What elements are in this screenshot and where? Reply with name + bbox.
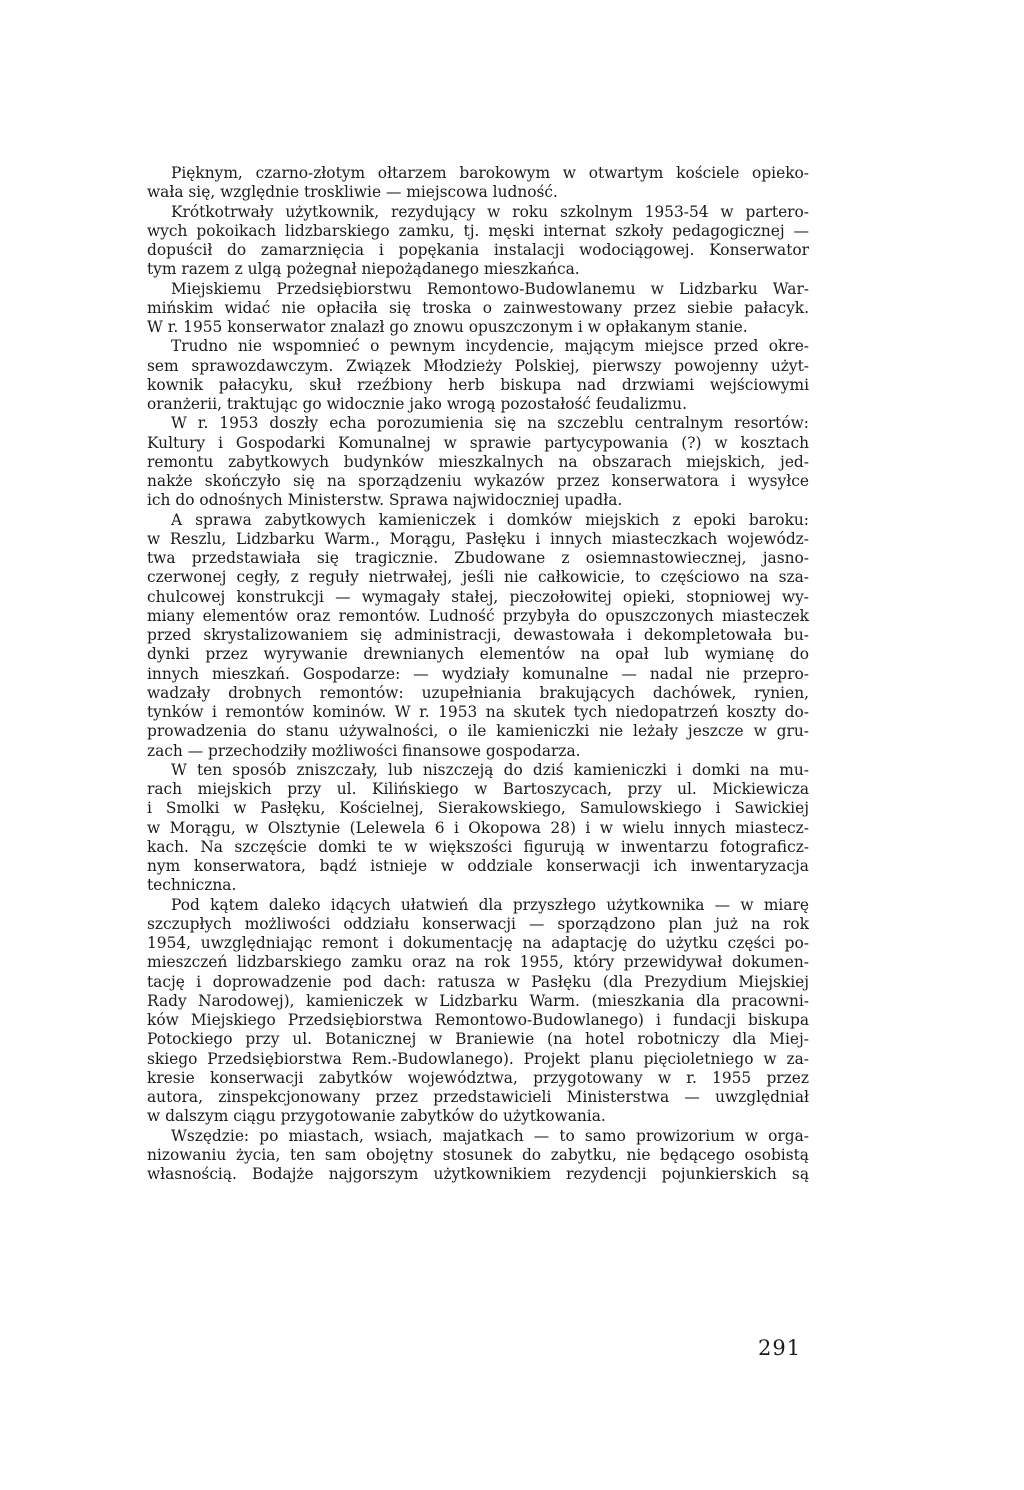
text-line: prowadzenia do stanu używalności, o ile kamieniczki nie leżały jeszcze w gru- — [147, 722, 809, 741]
text-line: ków Miejskiego Przedsiębiorstwa Remontowo-Budowlanego) i fundacji biskupa — [147, 1011, 809, 1029]
text-line: Wszędzie: po miastach, wsiach, majatkach — to samo prowizorium w orga- — [171, 1126, 809, 1145]
text-line: mieszczeń lidzbarskiego zamku oraz na rok 1955, który przewidywał dokumen- — [147, 953, 809, 972]
text-line: kownik pałacyku, skuł rzeźbiony herb biskupa nad drzwiami wejściowymi — [147, 375, 809, 394]
paragraph — [147, 164, 809, 203]
text-line: Pod kątem daleko idących ułatwień dla przyszłego użytkownika — w miarę — [171, 895, 809, 914]
paragraph — [147, 511, 809, 761]
text-line: remontu zabytkowych budynków mieszkalnych na obszarach miejskich, jed- — [147, 452, 809, 471]
text-line: rach miejskich przy ul. Kilińskiego w Bartoszycach, przy ul. Mickiewicza — [147, 780, 809, 798]
text-line: techniczna. — [147, 876, 237, 895]
text-line: sem sprawozdawczym. Związek Młodzieży Polskiej, pierwszy powojenny użyt- — [147, 356, 809, 375]
text-line: W r. 1955 konserwator znalazł go znowu opuszczonym i w opłakanym stanie. — [147, 318, 748, 336]
paragraph — [147, 896, 809, 1127]
text-line: A sprawa zabytkowych kamieniczek i domków miejskich z epoki baroku: — [171, 510, 809, 529]
paragraph — [147, 203, 809, 280]
text-line: w Morągu, w Olsztynie (Lelewela 6 i Okopowa 28) i w wielu innych miastecz- — [147, 818, 809, 837]
text-line: dynki przez wyrywanie drewnianych elementów na opał lub wymianę do — [147, 645, 809, 664]
body-text — [147, 164, 809, 1184]
text-line: miany elementów oraz remontów. Ludność przybyła do opuszczonych miasteczek — [147, 606, 809, 625]
paragraph — [147, 337, 809, 414]
text-line: czerwonej cegły, z reguły nietrwałej, jeśli nie całkowicie, to częściowo na sza- — [147, 568, 809, 587]
text-line: Kultury i Gospodarki Komunalnej w sprawie partycypowania (?) w kosztach — [147, 433, 809, 452]
text-line: nizowaniu życia, ten sam obojętny stosunek do zabytku, nie będącego osobistą — [147, 1145, 809, 1164]
paragraph — [147, 761, 809, 896]
text-line: W ten sposób zniszczały, lub niszczeją do dziś kamieniczki i domki na mu- — [171, 760, 809, 779]
text-line: W r. 1953 doszły echa porozumienia się na szczeblu centralnym resortów: — [171, 414, 809, 433]
text-line: 1954, uwzględniając remont i dokumentację na adaptację do użytku części po- — [147, 934, 809, 952]
text-line: wadzały drobnych remontów: uzupełniania brakujących dachówek, rynien, — [147, 683, 809, 702]
text-line: tynków i remontów kominów. W r. 1953 na skutek tych niedopatrzeń koszty do- — [147, 703, 809, 721]
text-line: skiego Przedsiębiorstwa Rem.-Budowlanego). Projekt planu pięcioletniego w za- — [147, 1049, 809, 1068]
text-line: własnością. Bodajże najgorszym użytkownikiem rezydencji pojunkierskich są — [147, 1165, 809, 1183]
text-line: w dalszym ciągu przygotowanie zabytków do użytkowania. — [147, 1107, 606, 1126]
text-line: i Smolki w Pasłęku, Kościelnej, Sierakowskiego, Samulowskiego i Sawickiej — [147, 799, 809, 818]
text-line: Miejskiemu Przedsiębiorstwu Remontowo-Budowlanemu w Lidzbarku War- — [171, 279, 809, 298]
text-line: Potockiego przy ul. Botanicznej w Braniewie (na hotel robotniczy dla Miej- — [147, 1030, 809, 1049]
text-line: innych mieszkań. Gospodarze: — wydziały komunalne — nadal nie przepro- — [147, 664, 809, 683]
text-line: przed skrystalizowaniem się administracji, dewastowała i dekompletowała bu- — [147, 626, 809, 644]
text-line: szczupłych możliwości oddziału konserwacji — sporządzono plan już na rok — [147, 914, 809, 933]
text-line: dopuścił do zamarznięcia i popękania instalacji wodociągowej. Konserwator — [147, 241, 809, 259]
paragraph — [147, 414, 809, 510]
text-line: Krótkotrwały użytkownik, rezydujący w roku szkolnym 1953-54 w partero- — [171, 202, 809, 221]
text-line: nym konserwatora, bądź istnieje w oddziale konserwacji ich inwentaryzacja — [147, 857, 809, 875]
paragraph — [147, 1127, 809, 1185]
text-line: Trudno nie wspomnieć o pewnym incydencie, mającym miejsce przed okre- — [171, 337, 809, 356]
text-line: Rady Narodowej), kamieniczek w Lidzbarku Warm. (mieszkania dla pracowni- — [147, 991, 809, 1010]
text-line: mińskim widać nie opłaciła się troska o zainwestowany przez siebie pałacyk. — [147, 298, 809, 317]
text-line: oranżerii, traktując go widocznie jako wrogą pozostałość feudalizmu. — [147, 395, 687, 413]
text-line: w Reszlu, Lidzbarku Warm., Morągu, Pasłęku i innych miasteczkach wojewódz- — [147, 529, 809, 548]
text-line: Pięknym, czarno-złotym ołtarzem barokowym w otwartym kościele opieko- — [171, 164, 809, 182]
text-line: twa przedstawiała się tragicznie. Zbudowane z osiemnastowiecznej, jasno- — [147, 549, 809, 567]
text-line: nakże skończyło się na sporządzeniu wykazów przez konserwatora i wysyłce — [147, 472, 809, 490]
text-line: wała się, względnie troskliwie — miejscowa ludność. — [147, 183, 558, 202]
text-line: chulcowej konstrukcji — wymagały stałej, pieczołowitej opieki, stopniowej wy- — [147, 587, 809, 606]
paragraph — [147, 280, 809, 338]
text-line: autora, zinspekcjonowany przez przedstawicieli Ministerstwa — uwzględniał — [147, 1088, 809, 1106]
text-line: kresie konserwacji zabytków województwa, przygotowany w r. 1955 przez — [147, 1068, 809, 1087]
text-line: wych pokoikach lidzbarskiego zamku, tj. męski internat szkoły pedagogicznej — — [147, 221, 809, 240]
text-line: ich do odnośnych Ministerstw. Sprawa najwidoczniej upadła. — [147, 491, 623, 510]
text-line: tację i doprowadzenie pod dach: ratusza w Pasłęku (dla Prezydium Miejskiej — [147, 972, 809, 991]
text-line: zach — przechodziły możliwości finansowe gospodarza. — [147, 741, 581, 760]
text-line: kach. Na szczęście domki te w większości figurują w inwentarzu fotograficz- — [147, 837, 809, 856]
page-number: 291 — [758, 1336, 802, 1360]
text-line: tym razem z ulgą pożegnał niepożądanego mieszkańca. — [147, 260, 580, 279]
